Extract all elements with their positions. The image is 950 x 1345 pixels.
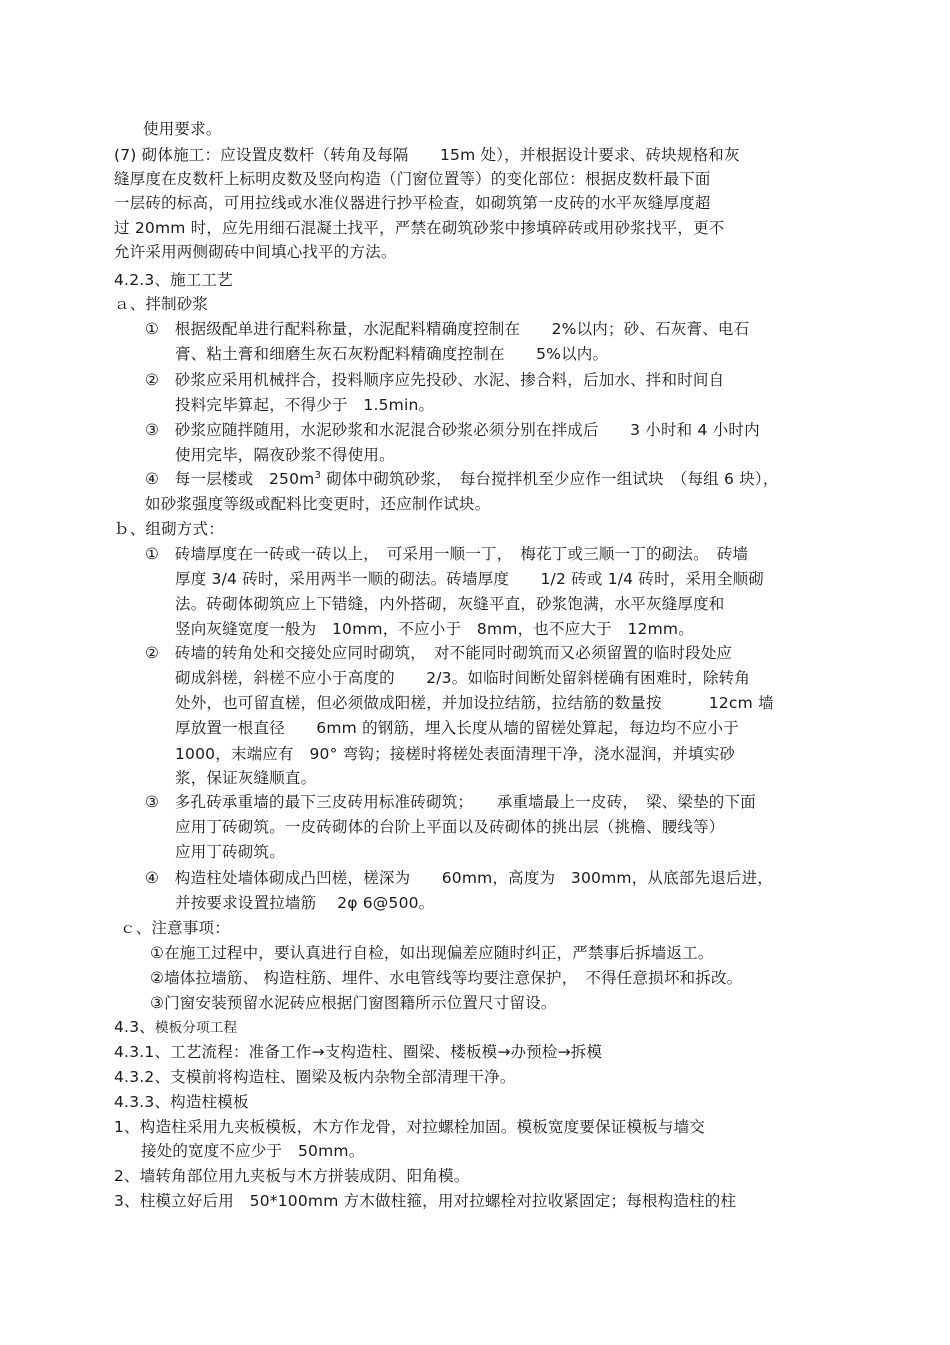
list-item-b4: ④ 构造柱处墙体砌成凸凹槎，槎深为 60mm，高度为 300mm，从底部先退后进，	[145, 869, 774, 887]
list-item-a4	[145, 467, 779, 491]
list-item-b2: ② 砖墙的转角处和交接处应同时砌筑， 对不能同时砌筑而又必须留置的临时段处应	[145, 644, 733, 662]
list-item-a4-cont: 如砂浆强度等级或配料比变更时，还应制作试块。	[145, 495, 491, 513]
list-item-a1: ① 根据级配单进行配料称量，水泥配料精确度控制在 2%以内；砂、石灰膏、电石	[145, 320, 750, 338]
subsection-heading-b: ｂ、组砌方式：	[114, 520, 224, 538]
text-line: 4.3.2、支模前将构造柱、圈梁及板内杂物全部清理干净。	[114, 1068, 516, 1086]
section-heading-4-2-3: 4.2.3、施工工艺	[114, 271, 233, 289]
text-line: 缝厚度在皮数杆上标明皮数及竖向构造（门窗位置等）的变化部位：根据皮数杆最下面	[114, 170, 711, 188]
numbered-item-1: 1、构造柱采用九夹板模板，木方作龙骨，对拉螺栓加固。模板宽度要保证模板与墙交	[114, 1118, 705, 1136]
note-item-3: ③门窗安装预留水泥砖应根据门窗图籍所示位置尺寸留设。	[150, 994, 557, 1012]
text-line: 过 20mm 时，应先用细石混凝土找平，严禁在砌筑砂浆中掺填碎砖或用砂浆找平，更不	[114, 219, 725, 237]
list-item-b3-cont: 应用丁砖砌筑。	[175, 843, 285, 861]
text-line: 一层砖的标高，可用拉线或水准仪器进行抄平检查，如砌筑第一皮砖的水平灰缝厚度超	[114, 194, 711, 212]
list-item-a2: ② 砂浆应采用机械拌合，投料顺序应先投砂、水泥、掺合料，后加水、拌和时间自	[145, 371, 725, 389]
subsection-heading-a: ａ、拌制砂浆	[114, 295, 209, 313]
list-item-b2-cont: 1000，末端应有 90° 弯钩；接槎时将槎处表面清理干净，浇水湿润，并填实砂	[175, 745, 736, 763]
section-title: 模板分项工程	[154, 1020, 238, 1036]
list-item-b3: ③ 多孔砖承重墙的最下三皮砖用标准砖砌筑； 承重墙最上一皮砖， 梁、梁垫的下面	[145, 793, 756, 811]
list-item-a4-pre: ④ 每一层楼或 250m	[145, 470, 315, 488]
text-line: 允许采用两侧砌砖中间填心找平的方法。	[114, 243, 397, 261]
list-item-a1-cont: 膏、粘土膏和细磨生灰石灰粉配料精确度控制在 5%以内。	[175, 345, 609, 363]
list-item-a3-cont: 使用完毕，隔夜砂浆不得使用。	[175, 446, 395, 464]
list-item-b2-cont: 浆，保证灰缝顺直。	[175, 769, 317, 787]
note-item-1: ①在施工过程中，要认真进行自检，如出现偏差应随时纠正，严禁事后拆墙返工。	[150, 944, 714, 962]
list-item-a4-post: 砌体中砌筑砂浆， 每台搅拌机至少应作一组试块 （每组 6 块），	[321, 470, 779, 488]
numbered-item-2: 2、墙转角部位用九夹板与木方拼装成阴、阳角模。	[114, 1167, 470, 1185]
list-item-a3: ③ 砂浆应随拌随用，水泥砂浆和水泥混合砂浆必须分别在拌成后 3 小时和 4 小时内	[145, 421, 760, 439]
subsection-heading-c: ｃ、注意事项：	[120, 919, 230, 937]
numbered-item-3: 3、柱模立好后用 50*100mm 方木做柱箍，用对拉螺栓对拉收紧固定；每根构造柱的柱	[114, 1192, 737, 1210]
list-item-b1-cont: 竖向灰缝宽度一般为 10mm，不应小于 8mm，也不应大于 12mm。	[175, 620, 694, 638]
section-heading-4-3	[114, 1015, 237, 1040]
note-item-2: ②墙体拉墙筋、 构造柱筋、埋件、水电管线等均要注意保护， 不得任意损坏和拆改。	[150, 969, 743, 987]
text-line: (7) 砌体施工：应设置皮数杆（转角及每隔 15m 处），并根据设计要求、砖块规格和灰	[114, 146, 740, 164]
list-item-b1-cont: 法。砖砌体砌筑应上下错缝，内外搭砌，灰缝平直，砂浆饱满，水平灰缝厚度和	[175, 595, 725, 613]
section-heading-4-3-3: 4.3.3、构造柱模板	[114, 1093, 249, 1111]
list-item-b1: ① 砖墙厚度在一砖或一砖以上， 可采用一顺一丁， 梅花丁或三顺一丁的砌法。 砖墙	[145, 545, 749, 563]
text-line: 使用要求。	[143, 120, 222, 138]
superscript-3: 3	[314, 470, 322, 481]
list-item-b2-cont: 砌成斜槎，斜槎不应小于高度的 2/3。如临时间断处留斜槎确有困难时，除转角	[175, 669, 751, 687]
list-item-b3-cont: 应用丁砖砌筑。一皮砖砌体的台阶上平面以及砖砌体的挑出层（挑檐、腰线等）	[175, 818, 725, 836]
list-item-a2-cont: 投料完毕算起，不得少于 1.5min。	[175, 396, 435, 414]
text-line: 4.3.1、工艺流程：准备工作→支构造柱、圈梁、楼板模→办预检→拆模	[114, 1043, 603, 1061]
section-number: 4.3、	[114, 1018, 155, 1036]
list-item-b2-cont: 厚放置一根直径 6mm 的钢筋，埋入长度从墙的留槎处算起，每边均不应小于	[175, 719, 739, 737]
list-item-b2-cont: 处外，也可留直槎，但必须做成阳槎，并加设拉结筋，拉结筋的数量按 12cm 墙	[175, 694, 774, 712]
list-item-b4-cont: 并按要求设置拉墙筋 2φ 6@500。	[175, 894, 435, 912]
list-item-b1-cont: 厚度 3/4 砖时，采用两半一顺的砌法。砖墙厚度 1/2 砖或 1/4 砖时，采用全顺砌	[175, 570, 764, 588]
numbered-item-1-cont: 接处的宽度不应少于 50mm。	[141, 1142, 365, 1160]
